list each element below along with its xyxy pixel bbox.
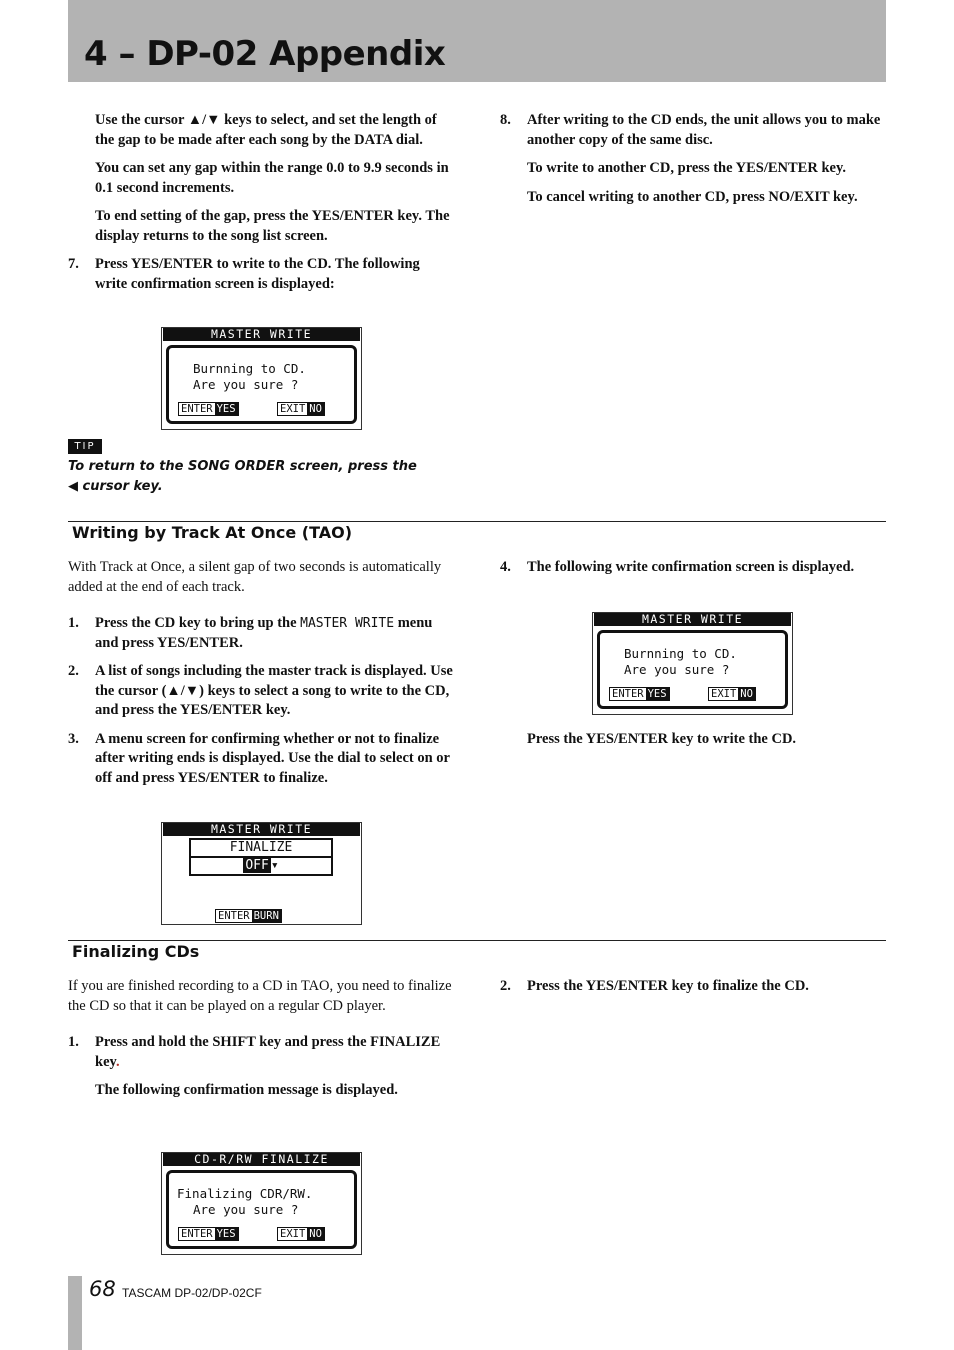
final-left-column xyxy=(68,977,454,1110)
step-text: The following write confirmation screen is displayed. xyxy=(527,559,855,575)
step-number: 7. xyxy=(68,256,79,272)
exit-no-key xyxy=(277,1227,325,1241)
exit-label: EXIT xyxy=(711,688,737,700)
step-number: 4. xyxy=(500,559,511,575)
lcd-master-write-confirm xyxy=(161,327,362,430)
tao-step-3 xyxy=(68,730,454,789)
final-step-1 xyxy=(68,1033,454,1072)
step-text: Press the YES/ENTER key to finalize the CD. xyxy=(527,978,809,994)
top-left-column xyxy=(68,111,454,303)
gap-select-instruction: Use the cursor ▲/▼ keys to select, and set the length of the gap to be made after each song by the DATA dial. xyxy=(95,112,437,148)
lcd-title: CD-R/RW FINALIZE xyxy=(163,1153,360,1166)
top-right-column xyxy=(500,111,886,216)
lcd-line-1: Finalizing CDR/RW. xyxy=(177,1186,313,1201)
exit-label: EXIT xyxy=(280,403,306,415)
no-label: NO xyxy=(309,403,322,415)
tao-right-column xyxy=(500,558,886,587)
screen-name: MASTER WRITE xyxy=(300,616,395,631)
yes-label: YES xyxy=(216,403,236,415)
write-another-instruction: To write to another CD, press the YES/ENTER key. xyxy=(527,160,847,176)
enter-burn-key xyxy=(215,909,282,923)
no-label: NO xyxy=(740,688,753,700)
exit-no-key xyxy=(708,687,756,701)
section-divider xyxy=(68,940,886,941)
lcd-title: MASTER WRITE xyxy=(594,613,791,626)
lcd-frame xyxy=(166,345,357,424)
step-text: Press and hold the SHIFT key and press the FINALIZE key xyxy=(95,1034,441,1070)
final-intro: If you are finished recording to a CD in TAO, you need to finalize the CD so that it can be played on a regular CD player. xyxy=(68,978,452,1014)
enter-yes-key xyxy=(609,687,670,701)
step-number: 1. xyxy=(68,1034,79,1050)
lcd-frame xyxy=(597,630,788,709)
lcd-frame xyxy=(166,1170,357,1249)
tao-step-4 xyxy=(500,558,886,578)
step-number: 2. xyxy=(68,663,79,679)
step-text: A list of songs including the master track is displayed. Use the cursor (▲/▼) keys to select a song to write to the CD, and press the YES/ENTER key. xyxy=(95,663,453,718)
tao-step-2 xyxy=(68,662,454,721)
step-text: A menu screen for confirming whether or not to finalize after writing ends is displayed. Use the dial to select on or off and press YES/ENTER to finalize. xyxy=(95,730,450,786)
enter-yes-key xyxy=(178,1227,239,1241)
lcd-line-2: Are you sure ? xyxy=(193,1202,299,1217)
page-number: 68 xyxy=(89,1277,116,1301)
step-punctuation: . xyxy=(115,1053,120,1070)
enter-label: ENTER xyxy=(181,403,213,415)
lcd-cd-finalize-confirm xyxy=(161,1152,362,1255)
lcd-finalize-select xyxy=(161,822,362,925)
final-right-column xyxy=(500,977,886,1006)
enter-label: ENTER xyxy=(181,1228,213,1240)
footer-product: TASCAM DP-02/DP-02CF xyxy=(122,1286,262,1300)
tao-step-1 xyxy=(68,614,454,653)
lcd-master-write-confirm-2 xyxy=(592,612,793,715)
no-label: NO xyxy=(309,1228,322,1240)
yes-label: YES xyxy=(216,1228,236,1240)
step-8 xyxy=(500,111,886,150)
step-text-a: Press the CD key to bring up the xyxy=(95,615,301,631)
enter-label: ENTER xyxy=(218,910,250,922)
finalize-label-box: FINALIZE xyxy=(189,838,333,858)
step-number: 3. xyxy=(68,730,79,747)
exit-label: EXIT xyxy=(280,1228,306,1240)
finalize-value-box xyxy=(189,856,333,876)
dropdown-arrow-icon: ▾ xyxy=(270,858,279,873)
page-title: 4 – DP-02 Appendix xyxy=(84,34,446,74)
enter-yes-key xyxy=(178,402,239,416)
tao-left-column xyxy=(68,558,454,797)
step-7 xyxy=(68,255,454,294)
enter-label: ENTER xyxy=(612,688,644,700)
section-heading-finalizing: Finalizing CDs xyxy=(72,942,200,961)
step-number: 1. xyxy=(68,615,79,631)
final-step-2 xyxy=(500,977,886,997)
burn-label: BURN xyxy=(253,910,279,922)
step-text: Press YES/ENTER to write to the CD. The following write confirmation screen is displayed: xyxy=(95,256,420,292)
footer-bar xyxy=(68,1276,82,1350)
step-number: 8. xyxy=(500,112,511,128)
lcd-title: MASTER WRITE xyxy=(163,328,360,341)
yes-label: YES xyxy=(647,688,667,700)
write-cd-instruction: Press the YES/ENTER key to write the CD. xyxy=(527,731,797,747)
cancel-another-instruction: To cancel writing to another CD, press NO/EXIT key. xyxy=(527,188,858,205)
lcd-title: MASTER WRITE xyxy=(163,823,360,836)
finalize-value: OFF xyxy=(245,858,269,873)
lcd-line-2: Are you sure ? xyxy=(193,377,299,392)
section-divider xyxy=(68,521,886,522)
section-heading-tao: Writing by Track At Once (TAO) xyxy=(72,523,353,542)
lcd-line-1: Burnning to CD. xyxy=(193,361,306,376)
confirmation-note: The following confirmation message is displayed. xyxy=(95,1082,398,1098)
tip-text: To return to the SONG ORDER screen, press the ◀ cursor key. xyxy=(68,459,417,494)
gap-end-instruction: To end setting of the gap, press the YES/ENTER key. The display returns to the song list screen. xyxy=(95,208,450,244)
gap-range-note: You can set any gap within the range 0.0 to 9.9 seconds in 0.1 second increments. xyxy=(95,160,449,196)
lcd-line-1: Burnning to CD. xyxy=(624,646,737,661)
step-text-b: menu and press YES/ENTER. xyxy=(95,615,433,651)
step-number: 2. xyxy=(500,978,511,994)
step-text: After writing to the CD ends, the unit allows you to make another copy of the same disc. xyxy=(527,112,881,148)
lcd-line-2: Are you sure ? xyxy=(624,662,730,677)
tao-right-after xyxy=(500,730,886,759)
tao-intro: With Track at Once, a silent gap of two seconds is automatically added at the end of each track. xyxy=(68,559,442,595)
tip-badge: TIP xyxy=(68,439,102,454)
exit-no-key xyxy=(277,402,325,416)
